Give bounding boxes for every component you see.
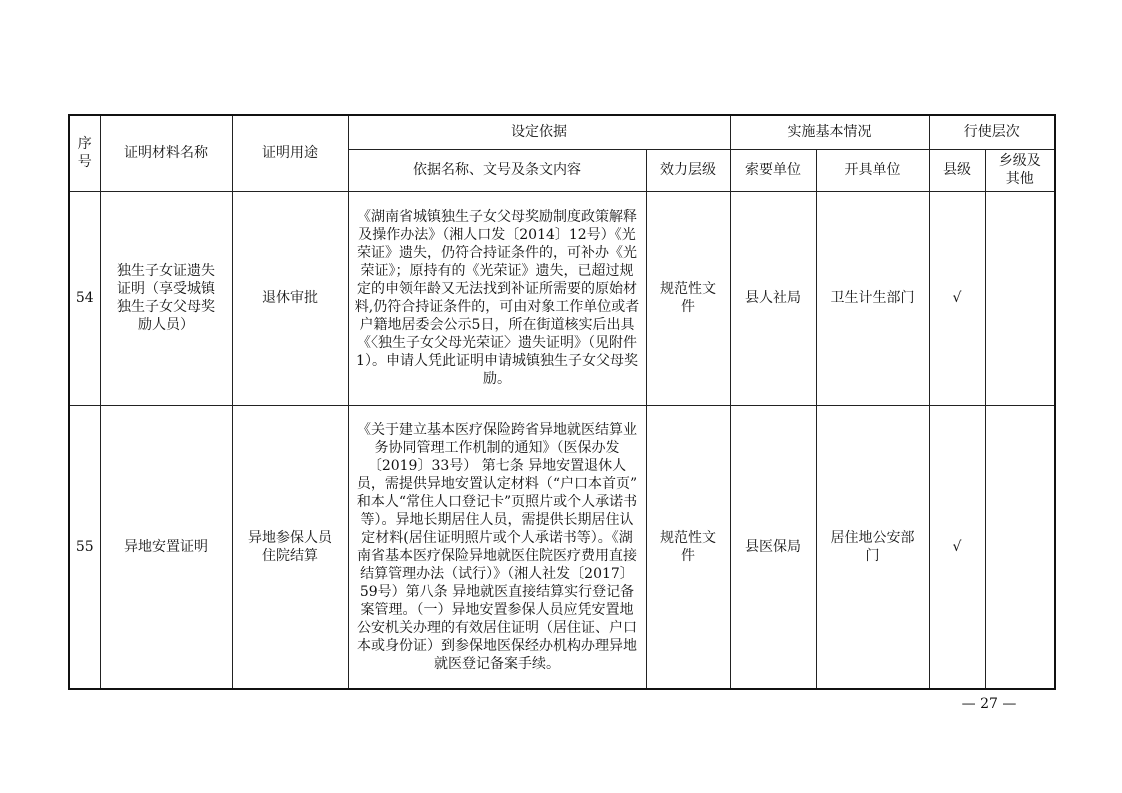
header-level: 效力层级 (646, 149, 730, 191)
row-level: 规范性文件 (646, 191, 730, 405)
row-seq: 55 (69, 405, 100, 689)
row-seq: 54 (69, 191, 100, 405)
header-issuing-unit: 开具单位 (816, 149, 929, 191)
header-requesting-unit: 索要单位 (730, 149, 816, 191)
row-township (985, 405, 1055, 689)
row-issuing-unit: 居住地公安部门 (816, 405, 929, 689)
header-seq: 序号 (69, 115, 100, 191)
table-row (69, 191, 1055, 405)
row-basis: 《湖南省城镇独生子女父母奖励制度政策解释及操作办法》（湘人口发〔2014〕12号）《光荣证》遗失，仍符合持证条件的，可补办《光荣证》；原持有的《光荣证》遗失，已超过规定的申领年龄又无法找到补证所需要的原始材料,仍符合持证条件的，可由对象工作单位或者户籍地居委会公示5日，所在街道核实后出具《〈独生子女父母光荣证〉遗失证明》（见附件1）。申请人凭此证明申请城镇独生子女父母奖励。 (348, 191, 646, 405)
header-township: 乡级及其他 (985, 149, 1055, 191)
header-name: 证明材料名称 (100, 115, 232, 191)
row-usage: 退休审批 (232, 191, 348, 405)
header-usage: 证明用途 (232, 115, 348, 191)
header-basis-content: 依据名称、文号及条文内容 (348, 149, 646, 191)
table-row (69, 405, 1055, 689)
row-county-check: √ (929, 191, 985, 405)
row-level: 规范性文件 (646, 405, 730, 689)
row-requesting-unit: 县医保局 (730, 405, 816, 689)
row-name: 独生子女证遗失证明（享受城镇独生子女父母奖励人员） (100, 191, 232, 405)
row-county-check: √ (929, 405, 985, 689)
header-county: 县级 (929, 149, 985, 191)
row-requesting-unit: 县人社局 (730, 191, 816, 405)
header-exercise-group: 行使层次 (929, 115, 1055, 149)
header-basis-group: 设定依据 (348, 115, 730, 149)
certificate-table (68, 114, 1056, 690)
page-number: — 27 — (961, 696, 1017, 712)
row-basis: 《关于建立基本医疗保险跨省异地就医结算业务协同管理工作机制的通知》（医保办发〔2019〕33号） 第七条 异地安置退休人员，需提供异地安置认定材料（“户口本首页” 和本人“常住人口登记卡”页照片或个人承诺书等）。异地长期居住人员，需提供长期居住认定材料(居住证明照片或个人承诺书等）。《湖南省基本医疗保险异地就医住院医疗费用直接结算管理办法（试行）》（湘人社发〔2017〕59号）第八条 异地就医直接结算实行登记备案管理。（一）异地安置参保人员应凭安置地公安机关办理的有效居住证明（居住证、户口本或身份证）到参保地医保经办机构办理异地就医登记备案手续。 (348, 405, 646, 689)
row-name: 异地安置证明 (100, 405, 232, 689)
header-row-1 (69, 115, 1055, 149)
row-usage: 异地参保人员住院结算 (232, 405, 348, 689)
row-township (985, 191, 1055, 405)
header-impl-group: 实施基本情况 (730, 115, 929, 149)
row-issuing-unit: 卫生计生部门 (816, 191, 929, 405)
